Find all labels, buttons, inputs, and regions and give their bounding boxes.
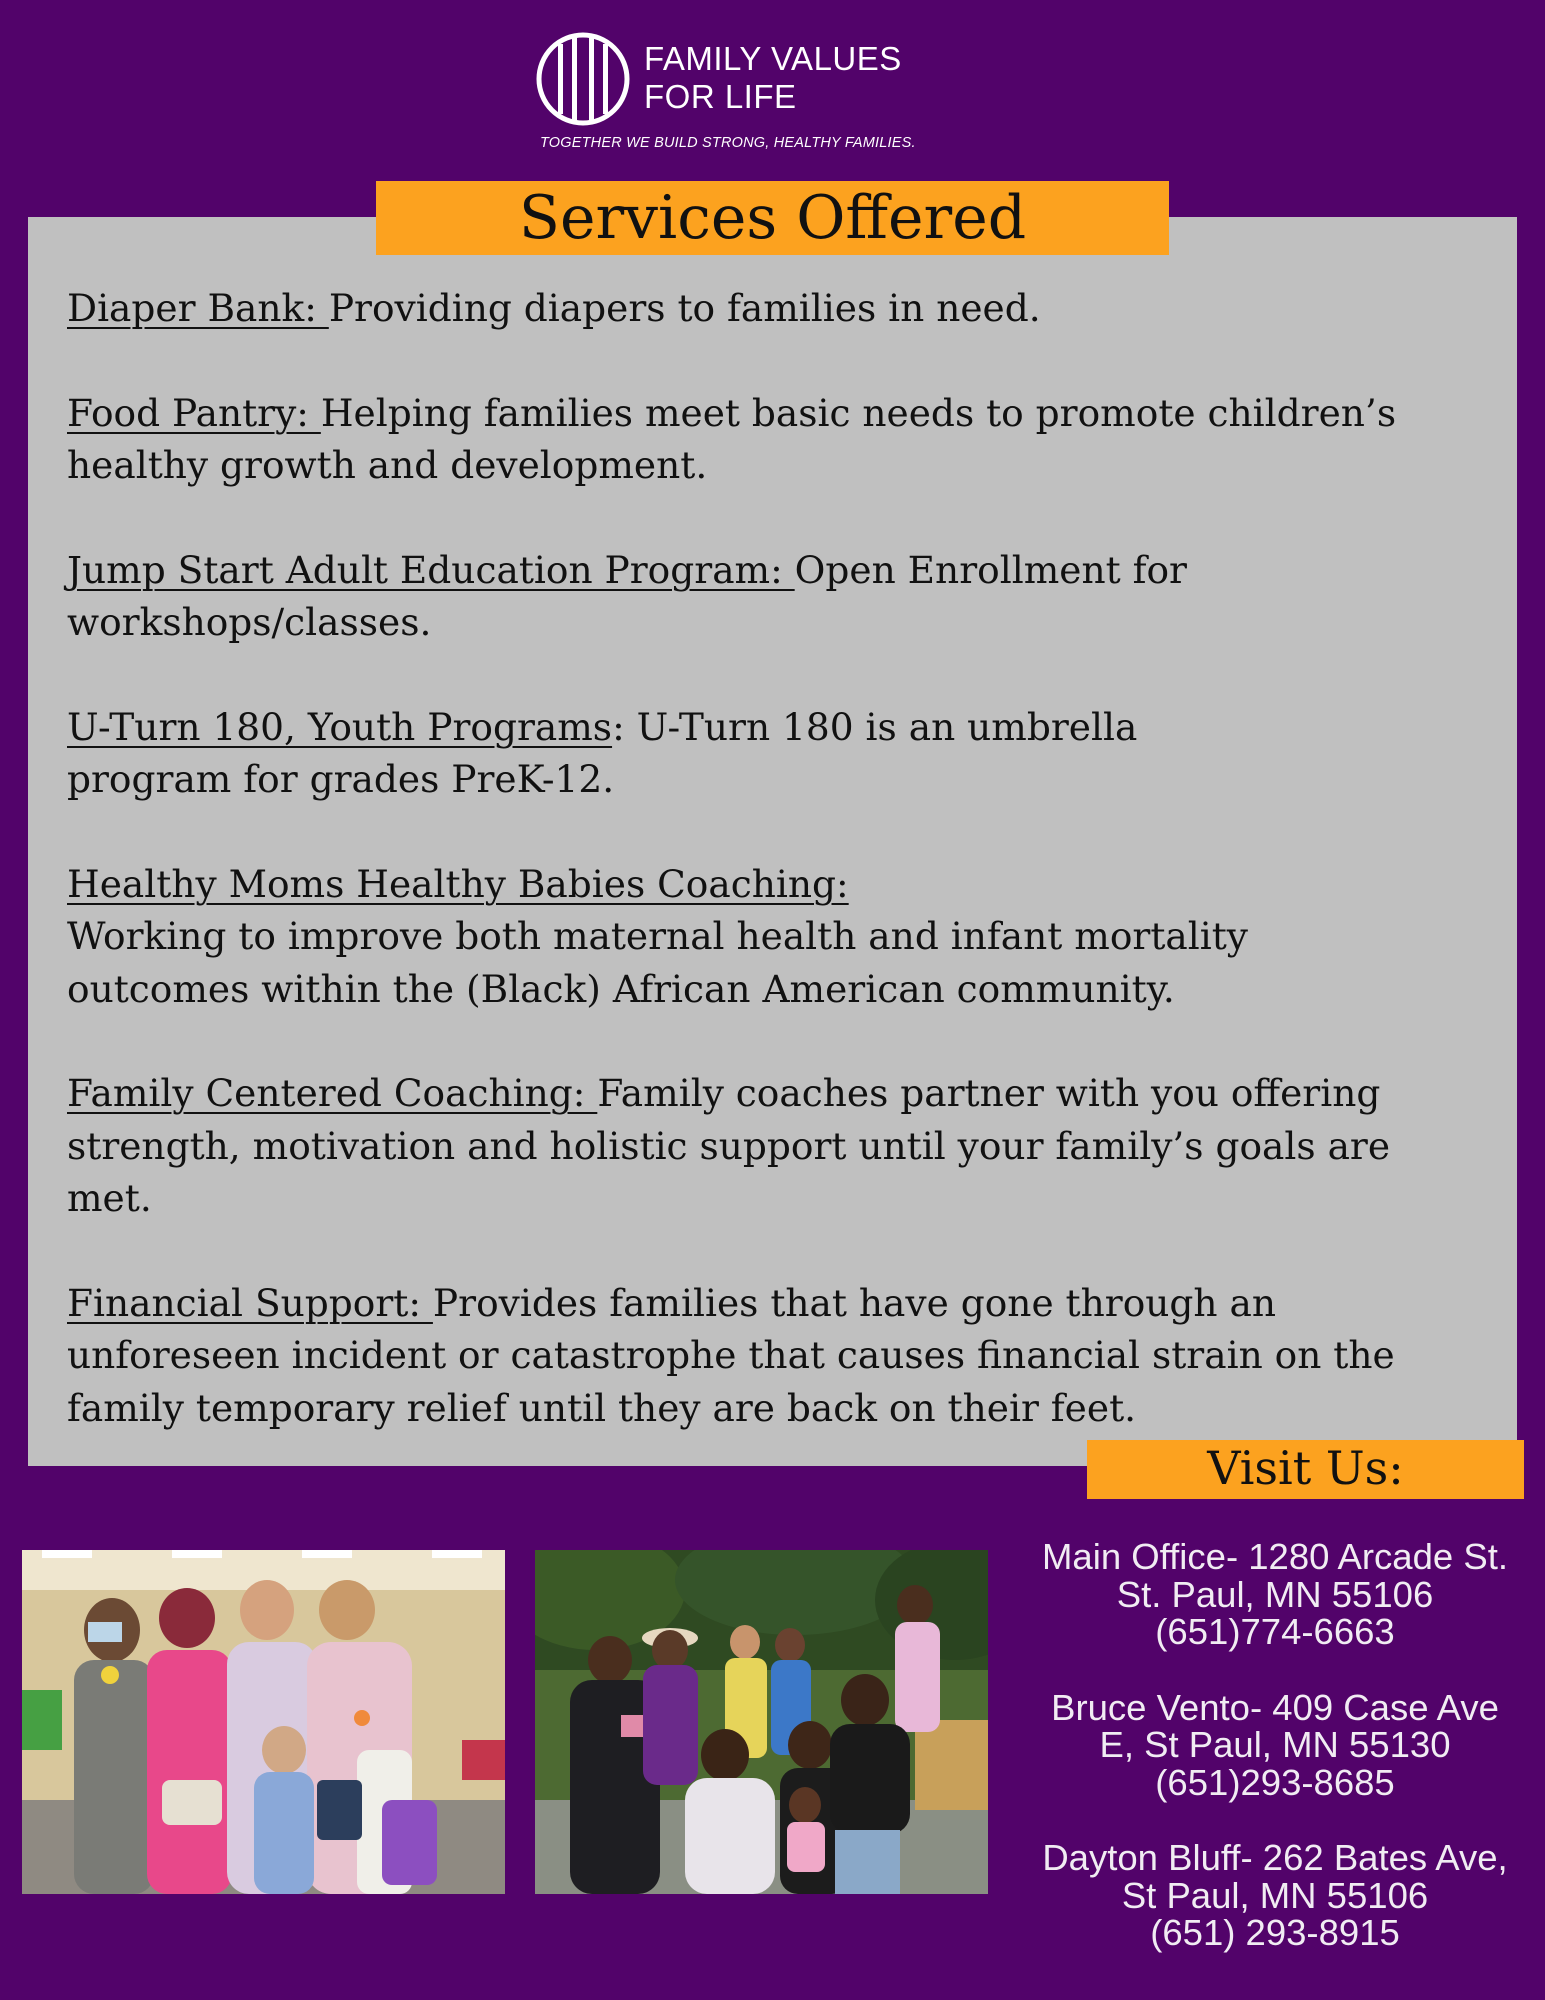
service-diaper-bank (67, 282, 1447, 335)
services-title: Services Offered (376, 181, 1169, 255)
organization-name (644, 40, 902, 116)
service-label: Food Pantry: (67, 390, 321, 435)
location-address-line-1: Main Office- 1280 Arcade St. (1042, 1536, 1508, 1577)
service-label: Healthy Moms Healthy Babies Coaching: (67, 861, 849, 906)
location-phone[interactable]: (651)293-8685 (1155, 1761, 1395, 1803)
organization-name-line-2: FOR LIFE (644, 78, 797, 115)
location-address-line-1: Dayton Bluff- 262 Bates Ave, (1042, 1837, 1508, 1878)
service-description: Providing diapers to families in need. (328, 286, 1041, 330)
four-pillars-circle-icon (536, 32, 630, 126)
service-label: Diaper Bank: (67, 286, 329, 330)
service-jump-start (67, 544, 1447, 649)
service-healthy-moms (67, 858, 1307, 1016)
location-address-line-2: St. Paul, MN 55106 (1116, 1573, 1434, 1615)
location-bruce-vento (1000, 1686, 1545, 1803)
location-address-line-1: Bruce Vento- 409 Case Ave (1051, 1686, 1499, 1728)
location-phone[interactable]: (651)774-6663 (1155, 1611, 1395, 1652)
location-address-line-2: E, St Paul, MN 55130 (1099, 1724, 1451, 1765)
service-description: Provides families that have gone through an unforeseen incident or catastrophe that causes financial strain on the family temporary relief until they are back on their feet. (67, 1280, 1395, 1430)
service-description: Working to improve both maternal health and infant mortality outcomes within the (Black) African American community. (67, 914, 1248, 1011)
service-financial-support (67, 1277, 1447, 1435)
service-label: Jump Start Adult Education Program: (67, 547, 795, 592)
service-label: Financial Support: (67, 1280, 433, 1325)
location-dayton-bluff (1000, 1839, 1545, 1952)
service-description: : U-Turn 180 is an umbrella program for grades PreK-12. (67, 704, 1138, 801)
photo-indoor-group (22, 1550, 505, 1894)
location-address-line-2: St Paul, MN 55106 (1121, 1874, 1429, 1916)
locations-list (1000, 1538, 1545, 1952)
service-description: Family coaches partner with you offering strength, motivation and holistic support until your family’s goals are met. (67, 1071, 1391, 1220)
service-family-coaching (67, 1067, 1447, 1225)
organization-name-line-1: FAMILY VALUES (644, 40, 902, 77)
visit-us-title: Visit Us: (1087, 1440, 1524, 1499)
service-u-turn-180 (67, 701, 1307, 806)
service-food-pantry (67, 387, 1447, 492)
location-phone[interactable]: (651) 293-8915 (1150, 1912, 1400, 1953)
services-list (67, 282, 1447, 1434)
service-description: Open Enrollment for workshops/classes. (67, 547, 1187, 644)
service-label: U-Turn 180, Youth Programs (67, 704, 613, 749)
location-main-office (1000, 1538, 1545, 1651)
service-label: Family Centered Coaching: (67, 1071, 598, 1115)
service-description: Helping families meet basic needs to promote children’s healthy growth and development. (67, 390, 1397, 487)
organization-tagline: TOGETHER WE BUILD STRONG, HEALTHY FAMILIES. (540, 135, 916, 151)
logo (536, 32, 936, 158)
photo-outdoor-group (535, 1550, 988, 1894)
